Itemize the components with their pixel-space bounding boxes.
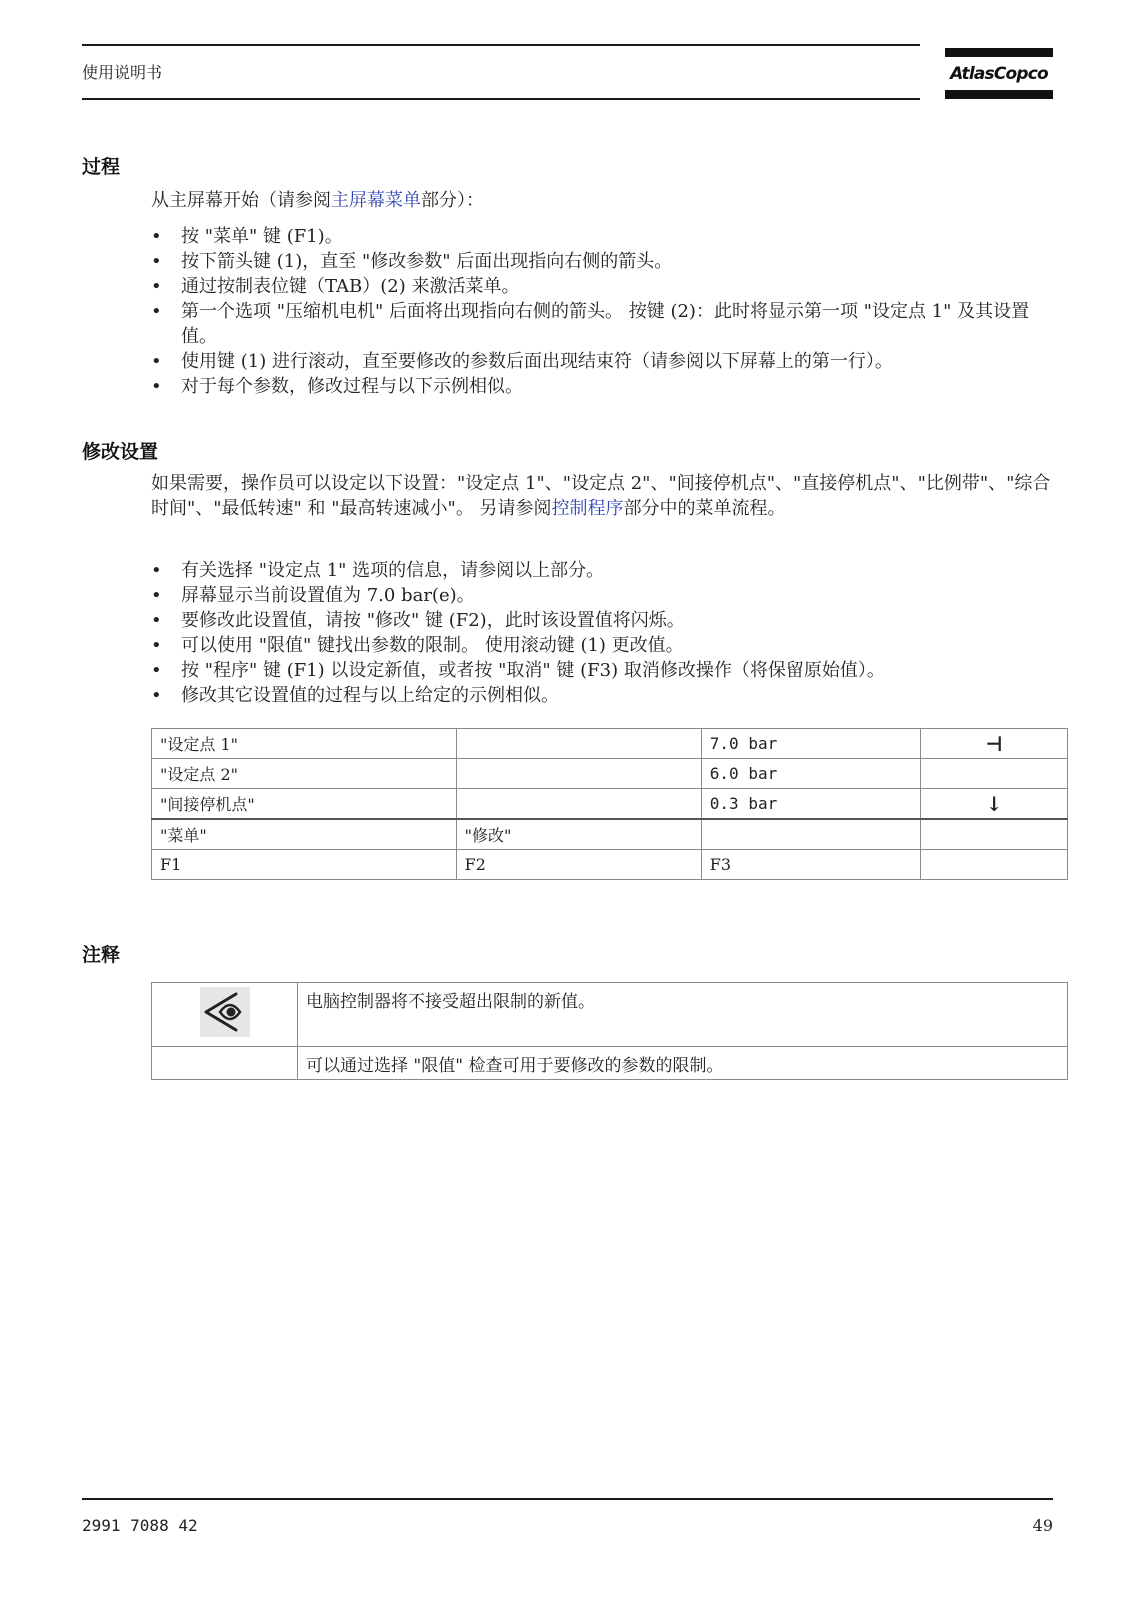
- arrow-down-icon: ↓: [921, 789, 1068, 820]
- list-item: • 按 "菜单" 键 (F1)。: [151, 224, 1061, 249]
- list-item: • 按 "程序" 键 (F1) 以设定新值，或者按 "取消" 键 (F3) 取消修改操作（将保留原始值）。: [151, 658, 1061, 683]
- table-row: "间接停机点" 0.3 bar ↓: [152, 789, 1068, 820]
- note-text: 电脑控制器将不接受超出限制的新值。: [298, 983, 1068, 1047]
- procedure-steps: [151, 224, 1061, 399]
- section-title-notes: 注释: [82, 944, 121, 966]
- atlas-copco-logo: [945, 48, 1053, 100]
- section-title-procedure: 过程: [82, 156, 121, 178]
- end-marker-icon: ⊣: [921, 729, 1068, 759]
- header-rule-top: [82, 44, 920, 46]
- list-item: • 使用键 (1) 进行滚动，直至要修改的参数后面出现结束符（请参阅以下屏幕上的第一行）。: [151, 349, 1061, 374]
- table-row: "设定点 1" 7.0 bar ⊣: [152, 729, 1068, 759]
- list-item: • 屏幕显示当前设置值为 7.0 bar(e)。: [151, 583, 1061, 608]
- list-item: • 通过按制表位键（TAB）(2) 来激活菜单。: [151, 274, 1061, 299]
- table-row: [152, 983, 1068, 1047]
- list-item: • 第一个选项 "压缩机电机" 后面将出现指向右侧的箭头。 按键 (2)：此时将显示第一项 "设定点 1" 及其设置值。: [151, 299, 1061, 349]
- list-item: • 有关选择 "设定点 1" 选项的信息，请参阅以上部分。: [151, 558, 1061, 583]
- list-item: • 对于每个参数，修改过程与以下示例相似。: [151, 374, 1061, 399]
- list-item: • 要修改此设置值，请按 "修改" 键 (F2)，此时该设置值将闪烁。: [151, 608, 1061, 633]
- footer-rule: [82, 1498, 1053, 1500]
- list-item: • 修改其它设置值的过程与以上给定的示例相似。: [151, 683, 1061, 708]
- procedure-intro: 从主屏幕开始（请参阅主屏幕菜单部分）：: [151, 190, 484, 211]
- modify-intro: 如果需要，操作员可以设定以下设置："设定点 1"、"设定点 2"、"间接停机点"、"直接停机点"、"比例带"、"综合时间"、"最低转速" 和 "最高转速减小"。 另请参阅控制程序部分中的菜单流程。: [151, 473, 1051, 519]
- doc-number: 2991 7088 42: [82, 1516, 198, 1535]
- modify-steps: [151, 558, 1061, 708]
- section-title-modify: 修改设置: [82, 441, 159, 463]
- controller-screen-table: [151, 728, 1068, 880]
- eye-note-icon: [200, 1022, 250, 1042]
- note-text: 可以通过选择 "限值" 检查可用于要修改的参数的限制。: [298, 1047, 1068, 1080]
- link-main-menu[interactable]: 主屏幕菜单: [331, 190, 421, 211]
- page-number: 49: [1032, 1516, 1053, 1535]
- table-row-fkeys: F1 F2 F3: [152, 850, 1068, 880]
- notes-table: [151, 982, 1068, 1080]
- link-control-program[interactable]: 控制程序: [551, 498, 624, 519]
- table-row-keys: "菜单" "修改": [152, 819, 1068, 850]
- brand-name: AtlasCopco: [950, 64, 1048, 84]
- doc-title: 使用说明书: [82, 63, 163, 82]
- list-item: • 按下箭头键 (1)，直至 "修改参数" 后面出现指向右侧的箭头。: [151, 249, 1061, 274]
- table-row: [152, 1047, 1068, 1080]
- list-item: • 可以使用 "限值" 键找出参数的限制。 使用滚动键 (1) 更改值。: [151, 633, 1061, 658]
- header-rule-bottom: [82, 98, 920, 100]
- table-row: "设定点 2" 6.0 bar: [152, 759, 1068, 789]
